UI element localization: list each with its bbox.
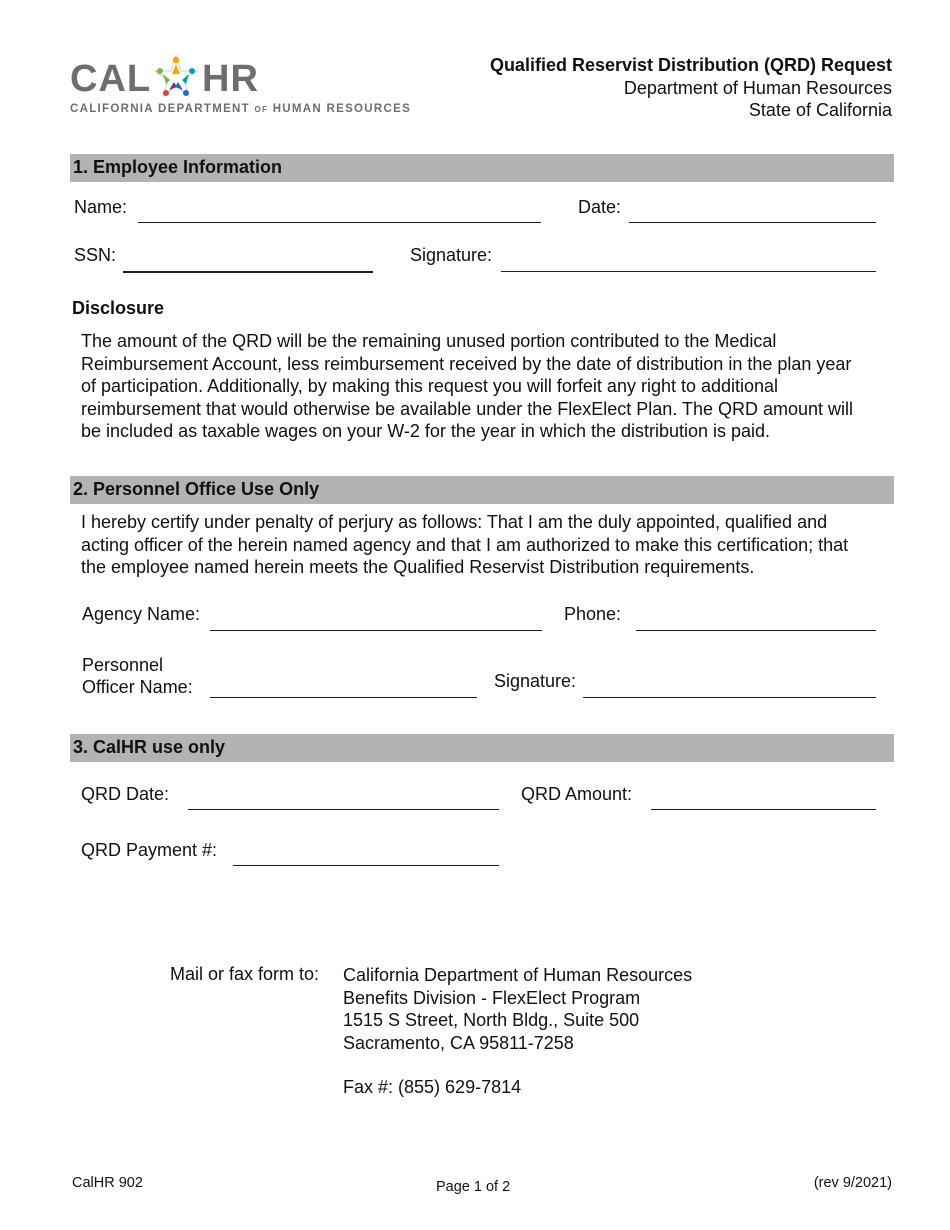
- disclosure-text: [81, 330, 896, 443]
- qrd-amount-field[interactable]: [651, 809, 876, 810]
- page-number: Page 1 of 2: [436, 1179, 511, 1195]
- logo-wordmark-cal: CAL: [70, 58, 152, 100]
- agency-name-label: Agency Name:: [82, 604, 201, 624]
- logo-tagline-part-a: CALIFORNIA DEPARTMENT: [70, 103, 250, 115]
- employee-signature-field[interactable]: [501, 271, 876, 272]
- disclosure-line: reimbursement that would otherwise be available under the FlexElect Plan. The QRD amount will: [81, 398, 854, 419]
- revision-date: (rev 9/2021): [813, 1175, 892, 1191]
- section-2-bar: [70, 476, 894, 504]
- phone-field[interactable]: [636, 630, 876, 631]
- mailing-address: [343, 964, 692, 1099]
- name-field[interactable]: [138, 222, 541, 223]
- section-1-title: 1. Employee Information: [73, 157, 283, 177]
- form-title: Qualified Reservist Distribution (QRD) Request: [489, 55, 892, 75]
- certification-line: the employee named herein meets the Qualified Reservist Distribution requirements.: [81, 557, 755, 577]
- date-label: Date:: [578, 197, 622, 217]
- mail-or-fax-label: Mail or fax form to:: [170, 964, 320, 984]
- qrd-amount-label: QRD Amount:: [521, 784, 633, 804]
- fax-number: Fax #: (855) 629-7814: [343, 1077, 522, 1097]
- address-line: Benefits Division - FlexElect Program: [343, 987, 641, 1008]
- disclosure-line: of participation. Additionally, by making this request you will forfeit any right to additional: [81, 376, 779, 396]
- certification-line: acting officer of the herein named agency and that I am authorized to make this certification; that: [81, 534, 849, 555]
- personnel-officer-label-line-2: Officer Name:: [82, 677, 193, 697]
- logo-tagline-of: OF: [254, 105, 269, 114]
- ssn-label: SSN:: [74, 245, 117, 265]
- section-1-bar: [70, 154, 894, 182]
- personnel-officer-name-field[interactable]: [210, 697, 477, 698]
- logo-tagline-part-b: HUMAN RESOURCES: [272, 103, 412, 115]
- personnel-officer-label-line-1: Personnel: [82, 655, 164, 675]
- department-name: Department of Human Resources: [623, 78, 892, 98]
- qrd-date-field[interactable]: [188, 809, 499, 810]
- form-number: CalHR 902: [72, 1175, 143, 1191]
- logo-wordmark-hr: HR: [202, 58, 259, 100]
- section-3-bar: [70, 734, 894, 762]
- calhr-logo: [70, 52, 412, 122]
- section-2-title: 2. Personnel Office Use Only: [73, 479, 320, 499]
- disclosure-line: The amount of the QRD will be the remaining unused portion contributed to the Medical: [81, 331, 777, 351]
- address-line: Sacramento, CA 95811-7258: [343, 1032, 574, 1053]
- section-3-title: 3. CalHR use only: [73, 737, 226, 757]
- form-header: [372, 55, 892, 121]
- qrd-payment-field[interactable]: [233, 865, 499, 866]
- disclosure-line: be included as taxable wages on your W-2 for the year in which the distribution is paid.: [81, 421, 771, 441]
- name-label: Name:: [74, 197, 128, 217]
- disclosure-heading: Disclosure: [72, 298, 165, 318]
- qrd-date-label: QRD Date:: [81, 784, 170, 804]
- star-people-icon: [152, 54, 200, 100]
- officer-signature-label: Signature:: [494, 671, 577, 691]
- personnel-officer-label: [82, 654, 193, 698]
- certification-text: [81, 511, 896, 579]
- qrd-payment-label: QRD Payment #:: [81, 840, 218, 860]
- date-field[interactable]: [629, 222, 876, 223]
- agency-name-field[interactable]: [210, 630, 542, 631]
- disclosure-line: Reimbursement Account, less reimbursement received by the date of distribution in the plan year: [81, 353, 852, 374]
- state-name: State of California: [748, 100, 892, 120]
- logo-tagline: [70, 103, 411, 115]
- phone-label: Phone:: [564, 604, 622, 624]
- address-line: 1515 S Street, North Bldg., Suite 500: [343, 1010, 640, 1030]
- certification-line: I hereby certify under penalty of perjury as follows: That I am the duly appointed, qualified and: [81, 512, 828, 532]
- address-line: California Department of Human Resources: [343, 965, 693, 985]
- employee-signature-label: Signature:: [410, 245, 493, 265]
- ssn-field[interactable]: [123, 271, 373, 273]
- officer-signature-field[interactable]: [583, 697, 876, 698]
